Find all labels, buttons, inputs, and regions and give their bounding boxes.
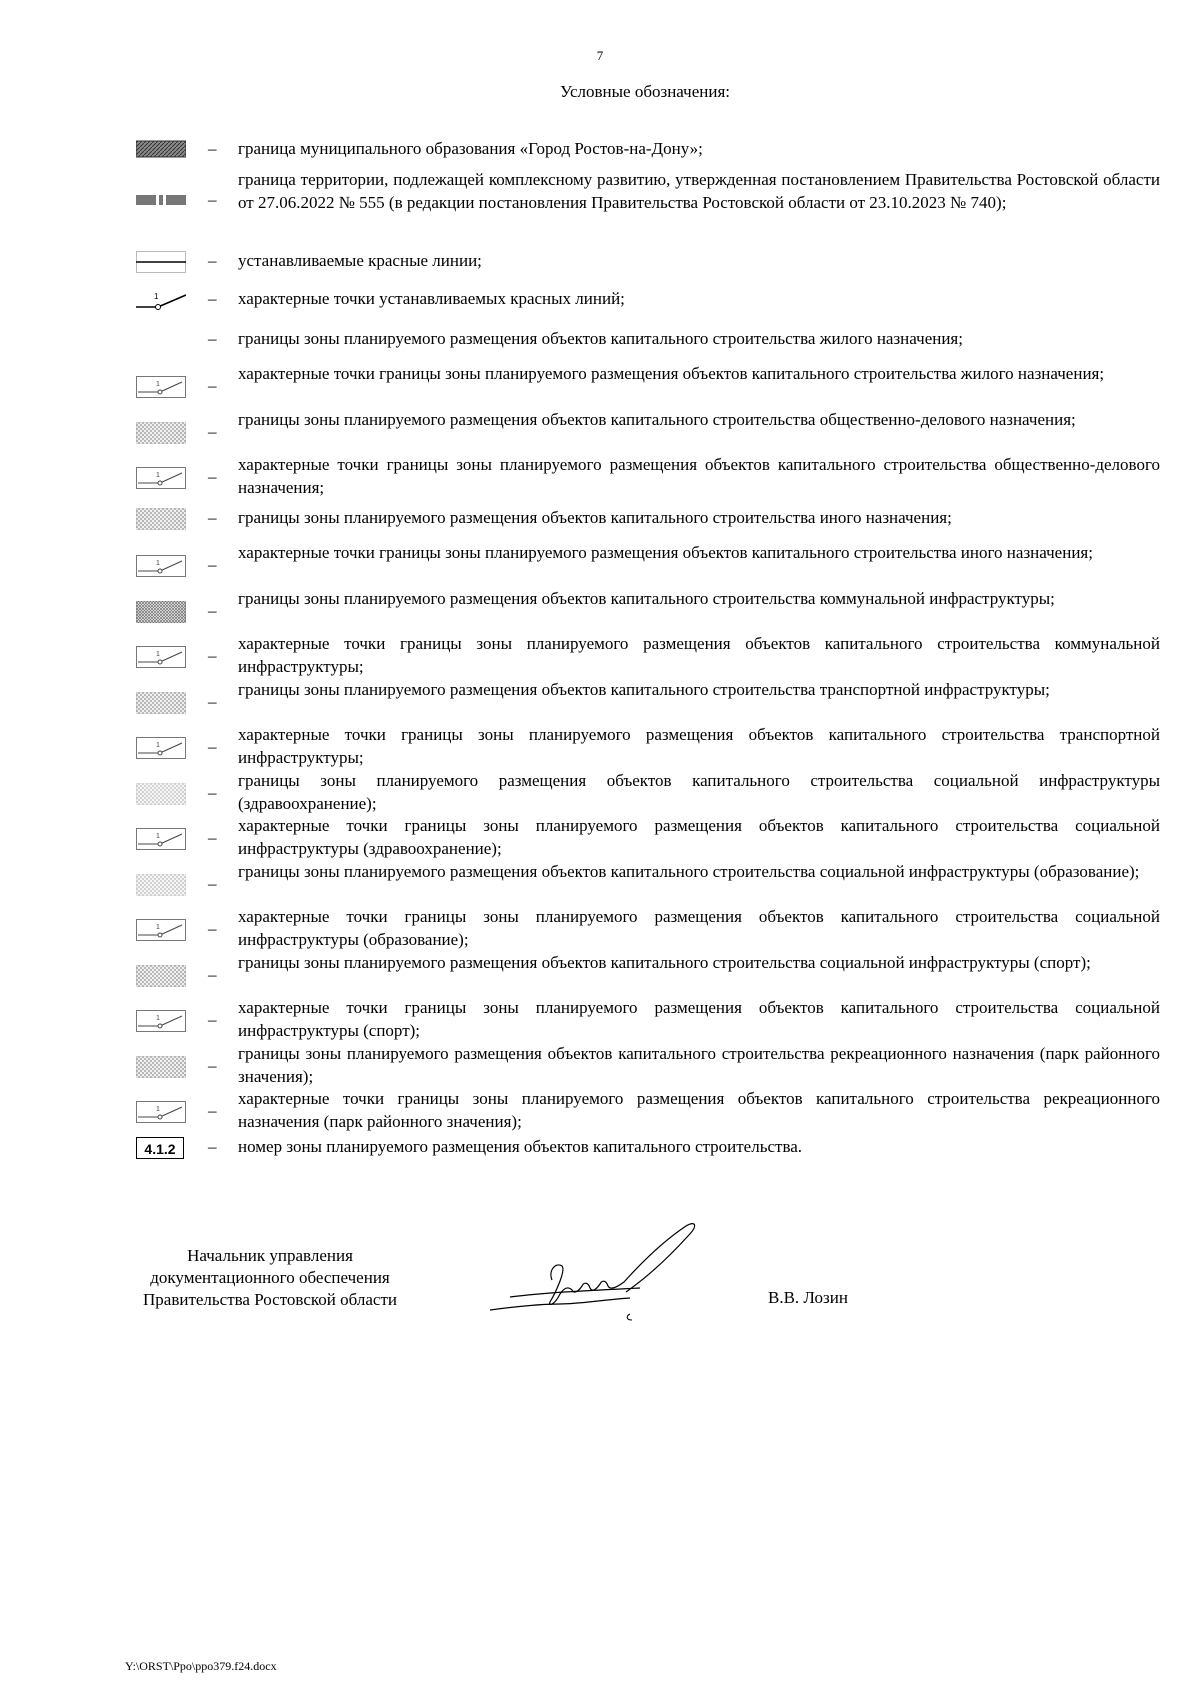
legend-dash: – [208,329,217,348]
footer-file-path: Y:\ORST\Ppo\ppo379.f24.docx [125,1659,277,1673]
legend-text: характерные точки границы зоны планируемого размещения объектов капитального строительства рекреационного назначения (парк районного значения); [238,1089,1160,1131]
signatory-line-1: Начальник управления [187,1246,353,1265]
hatch-dense-icon [136,601,186,619]
legend-text: границы зоны планируемого размещения объектов капитального строительства социальной инфраструктуры (спорт); [238,953,1091,972]
legend-text: границы зоны планируемого размещения объектов капитального строительства коммунальной инфраструктуры; [238,589,1055,608]
legend-dash: – [208,1010,217,1029]
legend-dash: – [208,1056,217,1075]
legend-dash: – [208,508,217,527]
legend-dash: – [208,376,217,395]
signatory-line-3: Правительства Ростовской области [143,1290,397,1309]
svg-text:1: 1 [156,381,160,388]
zone-point-icon [136,467,186,485]
territory-border-icon [136,190,186,208]
legend-text: границы зоны планируемого размещения объектов капитального строительства жилого назначения; [238,329,963,348]
zone-point-icon [136,376,186,394]
municipal-border-icon [136,139,186,157]
legend-text: характерные точки границы зоны планируемого размещения объектов капитального строительства транспортной инфраструктуры; [238,725,1160,767]
svg-text:1: 1 [156,742,160,749]
zone-point-icon [136,737,186,755]
svg-text:1: 1 [156,924,160,931]
legend-text: граница муниципального образования «Город Ростов-на-Дону»; [238,139,703,158]
svg-text:1: 1 [154,292,159,301]
legend-text: границы зоны планируемого размещения объектов капитального строительства общественно-делового назначения; [238,410,1076,429]
legend-text: характерные точки границы зоны планируемого размещения объектов капитального строительства коммунальной инфраструктуры; [238,634,1160,676]
legend-dash: – [208,251,217,270]
legend-text: характерные точки границы зоны планируемого размещения объектов капитального строительства общественно-делового назначения; [238,455,1160,497]
hatch-icon [136,692,186,710]
legend-dash: – [208,737,217,756]
legend-dash: – [208,139,217,158]
legend-dash: – [208,874,217,893]
zone-number-badge: 4.1.2 [136,1137,184,1159]
legend-dash: – [208,965,217,984]
legend-dash: – [208,555,217,574]
hatch-light-icon [136,874,186,892]
legend-text: характерные точки границы зоны планируемого размещения объектов капитального строительства иного назначения; [238,543,1093,562]
legend-text: характерные точки границы зоны планируемого размещения объектов капитального строительства социальной инфраструктуры (спорт); [238,998,1160,1040]
svg-text:1: 1 [156,1106,160,1113]
page-number: 7 [596,48,604,63]
legend-text: границы зоны планируемого размещения объектов капитального строительства транспортной инфраструктуры; [238,680,1050,699]
signatory-title [100,1245,440,1311]
hatch-icon [136,508,186,526]
legend-text: характерные точки устанавливаемых красных линий; [238,289,625,308]
legend-text: номер зоны планируемого размещения объектов капитального строительства. [238,1137,803,1156]
legend-heading: Условные обозначения: [559,82,731,101]
zone-point-icon [136,828,186,846]
hatch-icon [136,965,186,983]
red-line-point-icon [136,289,186,307]
legend-text: границы зоны планируемого размещения объектов капитального строительства иного назначения; [238,508,952,527]
legend-dash: – [208,692,217,711]
svg-text:1: 1 [156,1015,160,1022]
legend-dash: – [208,467,217,486]
svg-text:1: 1 [156,472,160,479]
signatory-name: В.В. Лозин [768,1288,848,1307]
legend-dash: – [208,289,217,308]
legend-text: граница территории, подлежащей комплексному развитию, утвержденная постановлением Правительства Ростовской области от 27.06.2022 № 555 (в редакции постановления Правительства Ростовской области от 23.10.2023 № 740); [238,170,1160,212]
zone-point-icon [136,919,186,937]
legend-text: границы зоны планируемого размещения объектов капитального строительства социальной инфраструктуры (здравоохранение); [238,771,1160,813]
legend-text: характерные точки границы зоны планируемого размещения объектов капитального строительства жилого назначения; [238,364,1105,383]
red-line-icon [136,251,186,269]
handwritten-signature [490,1222,730,1332]
legend-dash: – [208,919,217,938]
legend-text: границы зоны планируемого размещения объектов капитального строительства рекреационного назначения (парк районного значения); [238,1044,1160,1086]
hatch-icon [136,1056,186,1074]
hatch-light-icon [136,783,186,801]
hatch-icon [136,422,186,440]
legend-text: характерные точки границы зоны планируемого размещения объектов капитального строительства социальной инфраструктуры (образование); [238,907,1160,949]
zone-point-icon [136,1101,186,1119]
zone-point-icon [136,646,186,664]
legend-dash: – [208,1137,217,1156]
svg-text:1: 1 [156,833,160,840]
signatory-line-2: документационного обеспечения [150,1268,390,1287]
legend-dash: – [208,646,217,665]
legend-dash: – [208,601,217,620]
legend-dash: – [208,783,217,802]
legend-dash: – [208,190,217,209]
legend-dash: – [208,828,217,847]
legend-dash: – [208,1101,217,1120]
legend-dash: – [208,422,217,441]
svg-text:1: 1 [156,651,160,658]
zone-point-icon [136,1010,186,1028]
zone-point-icon [136,555,186,573]
legend-text: границы зоны планируемого размещения объектов капитального строительства социальной инфраструктуры (образование); [238,862,1140,881]
legend-text: характерные точки границы зоны планируемого размещения объектов капитального строительства социальной инфраструктуры (здравоохранение); [238,816,1160,858]
svg-text:1: 1 [156,560,160,567]
legend-text: устанавливаемые красные линии; [238,251,482,270]
